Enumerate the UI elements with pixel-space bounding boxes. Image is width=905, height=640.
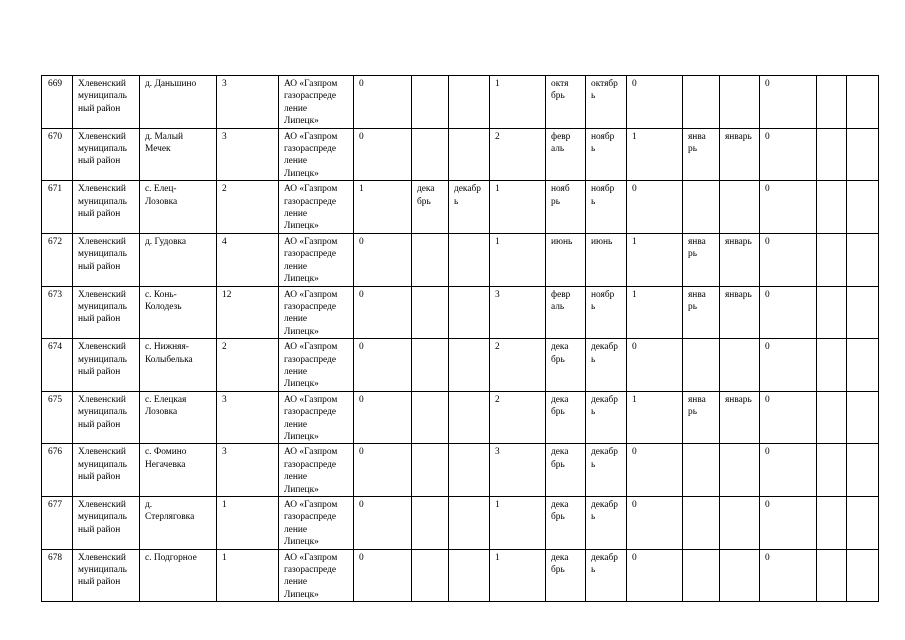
district-cell: Хлевенский муниципаль ный район	[73, 497, 140, 550]
empty-cell-a	[817, 233, 847, 286]
empty-cell-b	[847, 181, 879, 234]
month-cell-e: янва рь	[683, 128, 720, 181]
month-cell-f	[720, 549, 760, 602]
settlement-cell: с. Подгорное	[140, 549, 217, 602]
row-number-cell: 673	[42, 286, 73, 339]
month-cell-a	[412, 128, 449, 181]
value-cell-c: 1	[627, 391, 683, 444]
value-cell-a: 0	[354, 391, 412, 444]
value-cell-c: 1	[627, 286, 683, 339]
value-cell-a: 0	[354, 128, 412, 181]
value-cell-c: 0	[627, 339, 683, 392]
month-cell-d: декабр ь	[586, 339, 627, 392]
empty-cell-b	[847, 497, 879, 550]
row-number-cell: 676	[42, 444, 73, 497]
month-cell-a	[412, 233, 449, 286]
organization-cell: АО «Газпром газораспреде ление Липецк»	[279, 286, 354, 339]
month-cell-d: ноябр ь	[586, 128, 627, 181]
row-number-cell: 672	[42, 233, 73, 286]
value-cell-c: 0	[627, 444, 683, 497]
value-cell-b: 1	[490, 181, 546, 234]
settlement-cell: с. Нижняя- Колыбелька	[140, 339, 217, 392]
month-cell-e: янва рь	[683, 233, 720, 286]
value-cell-a: 0	[354, 549, 412, 602]
count-cell: 1	[217, 549, 279, 602]
organization-cell: АО «Газпром газораспреде ление Липецк»	[279, 339, 354, 392]
value-cell-d: 0	[760, 76, 817, 129]
value-cell-d: 0	[760, 233, 817, 286]
month-cell-a	[412, 549, 449, 602]
table-row	[42, 497, 879, 550]
value-cell-a: 0	[354, 444, 412, 497]
settlement-cell: с. Конь- Колодезь	[140, 286, 217, 339]
month-cell-a	[412, 391, 449, 444]
month-cell-e: янва рь	[683, 391, 720, 444]
row-number-cell: 669	[42, 76, 73, 129]
month-cell-b: декабр ь	[449, 181, 490, 234]
empty-cell-b	[847, 549, 879, 602]
table-row	[42, 549, 879, 602]
month-cell-f: январь	[720, 233, 760, 286]
count-cell: 2	[217, 339, 279, 392]
empty-cell-b	[847, 339, 879, 392]
table-row	[42, 233, 879, 286]
value-cell-d: 0	[760, 286, 817, 339]
value-cell-d: 0	[760, 444, 817, 497]
value-cell-c: 1	[627, 128, 683, 181]
organization-cell: АО «Газпром газораспреде ление Липецк»	[279, 549, 354, 602]
month-cell-d: ноябр ь	[586, 181, 627, 234]
row-number-cell: 670	[42, 128, 73, 181]
value-cell-b: 1	[490, 76, 546, 129]
month-cell-f: январь	[720, 391, 760, 444]
empty-cell-a	[817, 286, 847, 339]
month-cell-a	[412, 497, 449, 550]
district-cell: Хлевенский муниципаль ный район	[73, 233, 140, 286]
month-cell-d: октябр ь	[586, 76, 627, 129]
district-cell: Хлевенский муниципаль ный район	[73, 181, 140, 234]
empty-cell-b	[847, 391, 879, 444]
district-cell: Хлевенский муниципаль ный район	[73, 549, 140, 602]
month-cell-d: ноябр ь	[586, 286, 627, 339]
month-cell-b	[449, 76, 490, 129]
month-cell-c: дека брь	[546, 549, 586, 602]
empty-cell-a	[817, 497, 847, 550]
district-cell: Хлевенский муниципаль ный район	[73, 76, 140, 129]
empty-cell-a	[817, 181, 847, 234]
month-cell-c: октя брь	[546, 76, 586, 129]
settlement-cell: с. Елец- Лозовка	[140, 181, 217, 234]
month-cell-d: декабр ь	[586, 549, 627, 602]
value-cell-a: 0	[354, 339, 412, 392]
organization-cell: АО «Газпром газораспреде ление Липецк»	[279, 391, 354, 444]
empty-cell-b	[847, 233, 879, 286]
settlement-cell: д. Стерляговка	[140, 497, 217, 550]
table-body	[42, 76, 879, 602]
month-cell-c: нояб рь	[546, 181, 586, 234]
month-cell-e	[683, 76, 720, 129]
table-row	[42, 391, 879, 444]
table-row	[42, 76, 879, 129]
value-cell-b: 1	[490, 233, 546, 286]
table-row	[42, 339, 879, 392]
count-cell: 3	[217, 128, 279, 181]
settlement-cell: д. Малый Мечек	[140, 128, 217, 181]
month-cell-b	[449, 497, 490, 550]
district-cell: Хлевенский муниципаль ный район	[73, 391, 140, 444]
settlement-cell: д. Гудовка	[140, 233, 217, 286]
gasification-table	[41, 75, 879, 602]
value-cell-a: 0	[354, 76, 412, 129]
empty-cell-a	[817, 339, 847, 392]
month-cell-f	[720, 444, 760, 497]
organization-cell: АО «Газпром газораспреде ление Липецк»	[279, 233, 354, 286]
month-cell-e	[683, 497, 720, 550]
value-cell-d: 0	[760, 339, 817, 392]
month-cell-e	[683, 339, 720, 392]
month-cell-d: декабр ь	[586, 444, 627, 497]
month-cell-c: дека брь	[546, 444, 586, 497]
value-cell-b: 3	[490, 286, 546, 339]
month-cell-d: декабр ь	[586, 391, 627, 444]
value-cell-d: 0	[760, 128, 817, 181]
empty-cell-a	[817, 444, 847, 497]
value-cell-b: 1	[490, 549, 546, 602]
value-cell-b: 2	[490, 391, 546, 444]
month-cell-e	[683, 181, 720, 234]
month-cell-b	[449, 391, 490, 444]
month-cell-b	[449, 128, 490, 181]
month-cell-d: декабр ь	[586, 497, 627, 550]
month-cell-c: июнь	[546, 233, 586, 286]
organization-cell: АО «Газпром газораспреде ление Липецк»	[279, 444, 354, 497]
month-cell-e: янва рь	[683, 286, 720, 339]
month-cell-d: июнь	[586, 233, 627, 286]
month-cell-a	[412, 286, 449, 339]
month-cell-f: январь	[720, 128, 760, 181]
district-cell: Хлевенский муниципаль ный район	[73, 128, 140, 181]
month-cell-c: февр аль	[546, 286, 586, 339]
empty-cell-a	[817, 549, 847, 602]
month-cell-e	[683, 444, 720, 497]
month-cell-f	[720, 181, 760, 234]
empty-cell-a	[817, 128, 847, 181]
empty-cell-b	[847, 286, 879, 339]
count-cell: 2	[217, 181, 279, 234]
count-cell: 12	[217, 286, 279, 339]
month-cell-c: дека брь	[546, 391, 586, 444]
count-cell: 3	[217, 76, 279, 129]
empty-cell-b	[847, 76, 879, 129]
settlement-cell: с. Фомино Негачевка	[140, 444, 217, 497]
month-cell-a	[412, 444, 449, 497]
district-cell: Хлевенский муниципаль ный район	[73, 286, 140, 339]
value-cell-a: 0	[354, 233, 412, 286]
organization-cell: АО «Газпром газораспреде ление Липецк»	[279, 76, 354, 129]
month-cell-a	[412, 76, 449, 129]
month-cell-b	[449, 549, 490, 602]
organization-cell: АО «Газпром газораспреде ление Липецк»	[279, 181, 354, 234]
month-cell-f	[720, 76, 760, 129]
table-row	[42, 181, 879, 234]
empty-cell-a	[817, 76, 847, 129]
table-row	[42, 444, 879, 497]
value-cell-a: 0	[354, 497, 412, 550]
count-cell: 3	[217, 444, 279, 497]
value-cell-d: 0	[760, 497, 817, 550]
value-cell-c: 0	[627, 497, 683, 550]
value-cell-a: 1	[354, 181, 412, 234]
month-cell-b	[449, 233, 490, 286]
table-row	[42, 286, 879, 339]
table-row	[42, 128, 879, 181]
empty-cell-b	[847, 128, 879, 181]
month-cell-a: дека брь	[412, 181, 449, 234]
count-cell: 1	[217, 497, 279, 550]
month-cell-b	[449, 286, 490, 339]
value-cell-a: 0	[354, 286, 412, 339]
district-cell: Хлевенский муниципаль ный район	[73, 339, 140, 392]
month-cell-f	[720, 339, 760, 392]
month-cell-e	[683, 549, 720, 602]
value-cell-b: 1	[490, 497, 546, 550]
month-cell-f	[720, 497, 760, 550]
month-cell-c: февр аль	[546, 128, 586, 181]
empty-cell-b	[847, 444, 879, 497]
value-cell-b: 2	[490, 128, 546, 181]
value-cell-d: 0	[760, 181, 817, 234]
count-cell: 3	[217, 391, 279, 444]
value-cell-d: 0	[760, 549, 817, 602]
settlement-cell: с. Елецкая Лозовка	[140, 391, 217, 444]
value-cell-c: 0	[627, 181, 683, 234]
count-cell: 4	[217, 233, 279, 286]
row-number-cell: 674	[42, 339, 73, 392]
value-cell-c: 0	[627, 76, 683, 129]
value-cell-b: 2	[490, 339, 546, 392]
value-cell-c: 1	[627, 233, 683, 286]
row-number-cell: 675	[42, 391, 73, 444]
value-cell-b: 3	[490, 444, 546, 497]
month-cell-b	[449, 339, 490, 392]
row-number-cell: 678	[42, 549, 73, 602]
month-cell-a	[412, 339, 449, 392]
district-cell: Хлевенский муниципаль ный район	[73, 444, 140, 497]
empty-cell-a	[817, 391, 847, 444]
month-cell-b	[449, 444, 490, 497]
settlement-cell: д. Даньшино	[140, 76, 217, 129]
month-cell-c: дека брь	[546, 339, 586, 392]
organization-cell: АО «Газпром газораспреде ление Липецк»	[279, 497, 354, 550]
row-number-cell: 677	[42, 497, 73, 550]
organization-cell: АО «Газпром газораспреде ление Липецк»	[279, 128, 354, 181]
value-cell-c: 0	[627, 549, 683, 602]
value-cell-d: 0	[760, 391, 817, 444]
row-number-cell: 671	[42, 181, 73, 234]
month-cell-c: дека брь	[546, 497, 586, 550]
month-cell-f: январь	[720, 286, 760, 339]
